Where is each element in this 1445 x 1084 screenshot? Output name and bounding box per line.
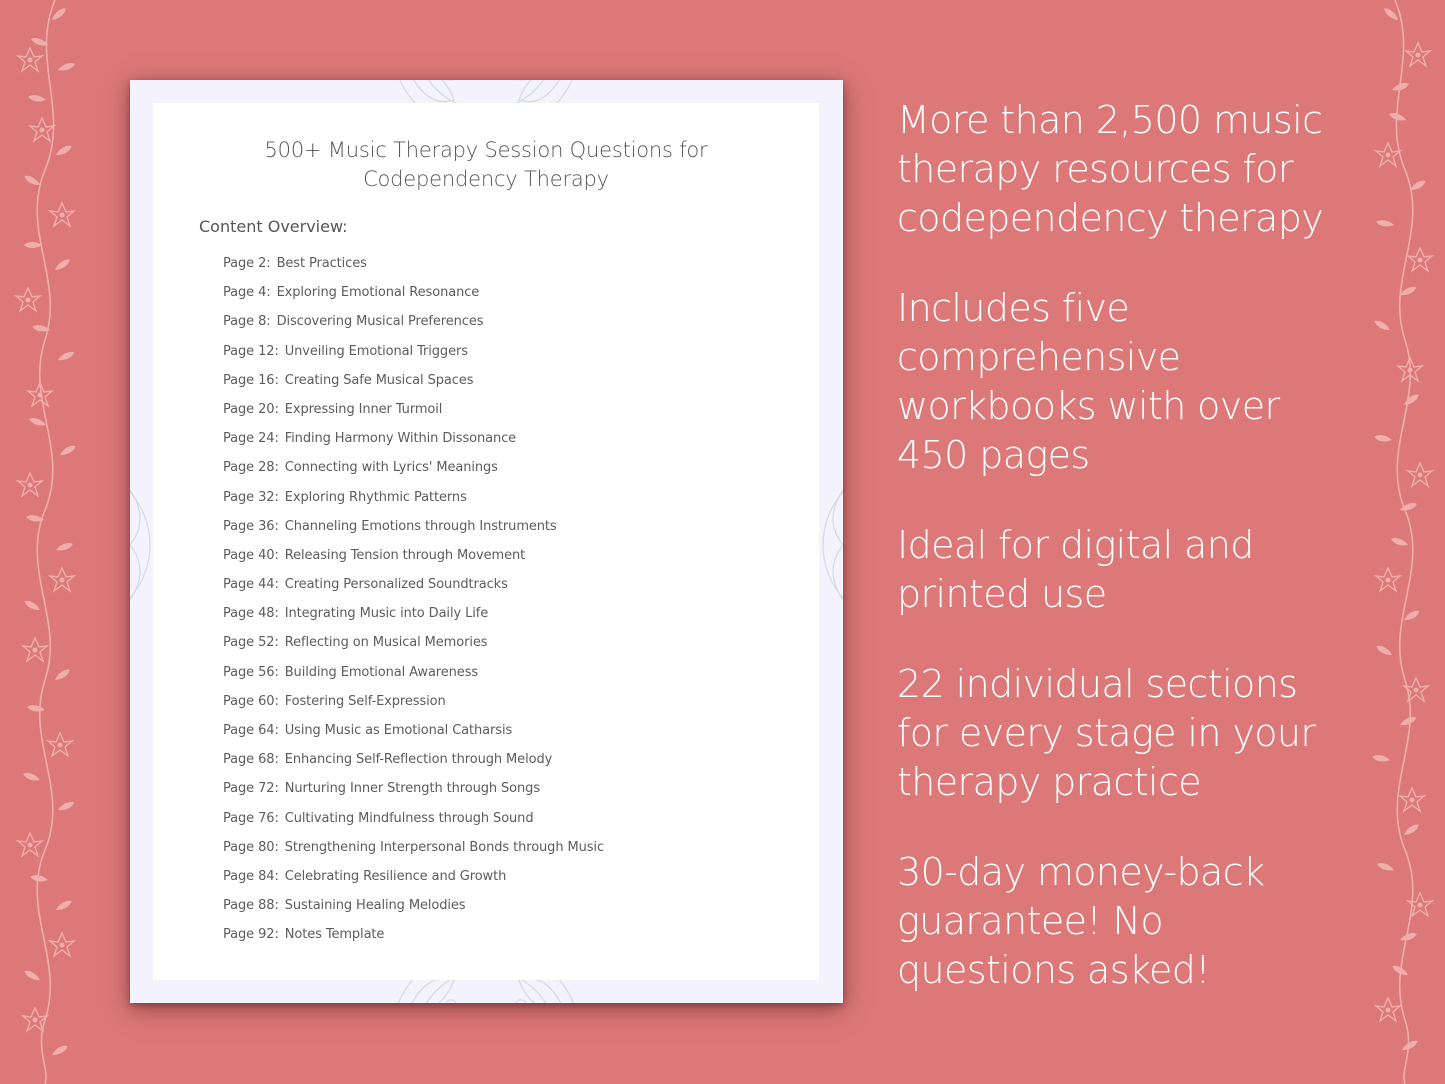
toc-page-number: Page 4: [223,285,271,301]
toc-title: Discovering Musical Preferences [276,314,484,330]
toc-item [223,343,604,372]
toc-item [223,255,604,284]
toc-page-number: Page 40: [223,547,279,563]
toc-page-number: Page 88: [223,898,279,914]
toc-page-number: Page 12: [223,343,279,359]
feature-line: for every stage in your [897,711,1316,755]
toc-page-number: Page 80: [223,839,279,855]
feature-line: Includes five [897,286,1130,330]
toc-item [223,664,604,693]
toc-item [223,897,604,926]
toc-item [223,693,604,722]
mandala-icon [818,460,843,630]
toc-page-number: Page 84: [223,868,279,884]
toc-title: Building Emotional Awareness [284,664,479,680]
document-title [153,136,819,194]
toc-item [223,372,604,401]
toc-page-number: Page 32: [223,489,279,505]
toc-item [223,459,604,488]
feature-line: comprehensive [897,335,1181,379]
document-page [153,103,819,980]
feature-line: therapy practice [897,760,1202,804]
toc-item [223,284,604,313]
toc-title: Reflecting on Musical Memories [284,635,488,651]
title-line: Codependency Therapy [363,167,609,191]
toc-title: Exploring Emotional Resonance [276,285,480,301]
toc-title: Expressing Inner Turmoil [284,401,443,417]
toc-item [223,547,604,576]
toc-item [223,722,604,751]
toc-item [223,926,604,955]
toc-item [223,868,604,897]
feature-line: 22 individual sections [897,662,1298,706]
toc-page-number: Page 20: [223,401,279,417]
document-preview [130,80,843,1003]
feature-line: Ideal for digital and [897,523,1254,567]
toc-item [223,839,604,868]
toc-title: Fostering Self-Expression [284,693,446,709]
toc-page-number: Page 72: [223,781,279,797]
toc-page-number: Page 8: [223,314,271,330]
feature-line: More than 2,500 music [897,98,1323,142]
toc-title: Cultivating Mindfulness through Sound [284,810,534,826]
toc-item [223,313,604,342]
toc-page-number: Page 68: [223,752,279,768]
feature-workbooks [897,284,1367,480]
toc-page-number: Page 28: [223,460,279,476]
toc-title: Sustaining Healing Melodies [284,898,466,914]
toc-page-number: Page 60: [223,693,279,709]
toc-item [223,780,604,809]
toc-title: Creating Personalized Soundtracks [284,577,508,593]
content-overview-label: Content Overview: [199,217,348,236]
toc-item [223,430,604,459]
toc-title: Nurturing Inner Strength through Songs [284,781,540,797]
toc-title: Integrating Music into Daily Life [284,606,489,622]
feature-guarantee [897,848,1367,995]
feature-list [897,96,1367,1036]
mandala-icon [130,460,155,630]
feature-line: workbooks with over [897,384,1280,428]
toc-page-number: Page 52: [223,635,279,651]
toc-title: Unveiling Emotional Triggers [284,343,468,359]
toc-title: Enhancing Self-Reflection through Melody [284,752,553,768]
feature-line: guarantee! No [897,899,1164,943]
toc-title: Exploring Rhythmic Patterns [284,489,467,505]
feature-line: 30-day money-back [897,850,1265,894]
feature-resources [897,96,1367,243]
toc-page-number: Page 24: [223,431,279,447]
toc-title: Using Music as Emotional Catharsis [284,723,513,738]
toc-page-number: Page 16: [223,372,279,388]
toc-title: Notes Template [284,927,385,943]
feature-sections [897,660,1367,807]
toc-title: Channeling Emotions through Instruments [284,518,557,534]
toc-title: Finding Harmony Within Dissonance [284,431,517,447]
toc-title: Releasing Tension through Movement [284,547,526,563]
toc-page-number: Page 44: [223,577,279,593]
table-of-contents [223,255,604,956]
toc-page-number: Page 92: [223,927,279,943]
toc-title: Best Practices [276,256,367,271]
feature-digital-print [897,521,1367,619]
toc-item [223,634,604,663]
feature-line: codependency therapy [897,196,1324,240]
toc-page-number: Page 2: [223,256,271,271]
toc-page-number: Page 48: [223,606,279,622]
toc-title: Strengthening Interpersonal Bonds through Music [284,839,604,855]
toc-item [223,401,604,430]
floral-vine-icon [0,0,95,1084]
toc-item [223,576,604,605]
toc-page-number: Page 36: [223,518,279,534]
toc-title: Connecting with Lyrics' Meanings [284,460,498,476]
toc-item [223,605,604,634]
feature-line: 450 pages [897,433,1090,477]
feature-line: printed use [897,572,1107,616]
toc-title: Celebrating Resilience and Growth [284,868,507,884]
toc-title: Creating Safe Musical Spaces [284,372,474,388]
toc-page-number: Page 56: [223,664,279,680]
toc-page-number: Page 76: [223,810,279,826]
feature-line: questions asked! [897,948,1210,992]
toc-item [223,518,604,547]
toc-item [223,489,604,518]
title-line: 500+ Music Therapy Session Questions for [264,138,708,162]
toc-item [223,751,604,780]
toc-item [223,810,604,839]
toc-page-number: Page 64: [223,723,279,738]
feature-line: therapy resources for [897,147,1293,191]
